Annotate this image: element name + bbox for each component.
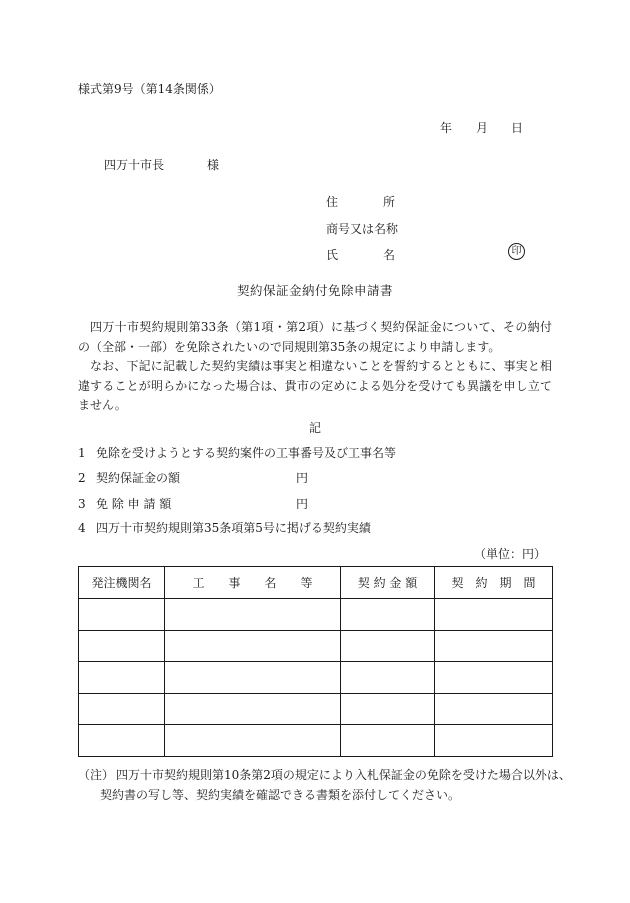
unit-note: （単位：円）	[473, 547, 546, 561]
table-header-row	[79, 567, 553, 599]
paragraph-1: 四万十市契約規則第33条（第1項・第2項）に基づく契約保証金について、その納付の（全部・一部）を免除されたいので同規則第35条の規定により申請します。	[78, 320, 552, 354]
address-label-char-2: 所	[383, 195, 396, 209]
table-cell[interactable]	[341, 725, 435, 757]
item-3-unit: 円	[296, 497, 309, 511]
paragraph-2: なお、下記に記載した契約実績は事実と相違ないことを誓約するとともに、事実と相違することが明らかになった場合は、貴市の定めによる処分を受けても異議を申し立てません。	[78, 359, 552, 412]
table-row	[79, 662, 553, 694]
body-text	[78, 318, 552, 416]
name-label	[326, 246, 396, 263]
item-3-label: 免 除 申 請 額	[96, 497, 172, 511]
item-2	[78, 469, 180, 486]
header-ordering-agency: 発注機関名	[79, 567, 165, 599]
addressee-name: 四万十市長	[104, 158, 165, 172]
document-title: 契約保証金納付免除申請書	[236, 283, 393, 298]
table-cell[interactable]	[341, 693, 435, 725]
table-cell[interactable]	[79, 662, 165, 694]
ki-heading: 記	[308, 421, 321, 435]
table-cell[interactable]	[435, 599, 553, 631]
table-cell[interactable]	[79, 630, 165, 662]
item-2-number: 2	[78, 471, 86, 485]
contract-record-table	[78, 566, 553, 757]
item-1-label: 免除を受けようとする契約案件の工事番号及び工事名等	[96, 446, 397, 460]
header-contract-amount: 契 約 金 額	[341, 567, 435, 599]
date-year-label: 年	[440, 121, 453, 135]
item-4	[78, 519, 371, 536]
note	[78, 766, 571, 786]
item-2-unit: 円	[296, 471, 309, 485]
table-row	[79, 693, 553, 725]
note-line-1: 四万十市契約規則第10条第2項の規定により入札保証金の免除を受けた場合以外は、	[116, 768, 571, 782]
table-cell[interactable]	[165, 725, 341, 757]
table-cell[interactable]	[79, 725, 165, 757]
item-1	[78, 444, 396, 461]
name-label-char-1: 氏	[326, 248, 339, 262]
table-row	[79, 725, 553, 757]
company-name-label: 商号又は名称	[326, 222, 399, 236]
table-cell[interactable]	[435, 693, 553, 725]
table-cell[interactable]	[79, 693, 165, 725]
note-line-2: 契約書の写し等、契約実績を確認できる書類を添付してください。	[100, 788, 461, 802]
header-contract-period: 契 約 期 間	[435, 567, 553, 599]
table-cell[interactable]	[165, 693, 341, 725]
address-label-char-1: 住	[326, 195, 339, 209]
item-1-number: 1	[78, 446, 86, 460]
item-2-label: 契約保証金の額	[96, 471, 181, 485]
form-number: 様式第9号（第14条関係）	[78, 82, 221, 96]
table-cell[interactable]	[435, 630, 553, 662]
table-cell[interactable]	[435, 725, 553, 757]
addressee-honorific: 様	[207, 158, 220, 172]
table-cell[interactable]	[341, 662, 435, 694]
table-row	[79, 599, 553, 631]
header-work-name: 工 事 名 等	[165, 567, 341, 599]
table-cell[interactable]	[341, 630, 435, 662]
seal-mark: 印	[508, 243, 525, 260]
item-3-number: 3	[78, 497, 86, 511]
table-cell[interactable]	[165, 630, 341, 662]
item-4-number: 4	[78, 521, 86, 535]
item-3	[78, 495, 171, 512]
name-label-char-2: 名	[383, 248, 396, 262]
item-4-label: 四万十市契約規則第35条項第5号に掲げる契約実績	[96, 521, 371, 535]
table-row	[79, 630, 553, 662]
table-cell[interactable]	[435, 662, 553, 694]
table-cell[interactable]	[79, 599, 165, 631]
date-month-label: 月	[476, 121, 489, 135]
table-cell[interactable]	[165, 662, 341, 694]
note-prefix: （注）	[78, 768, 115, 782]
table-cell[interactable]	[165, 599, 341, 631]
date-day-label: 日	[511, 121, 524, 135]
address-label	[326, 193, 396, 210]
table-cell[interactable]	[341, 599, 435, 631]
